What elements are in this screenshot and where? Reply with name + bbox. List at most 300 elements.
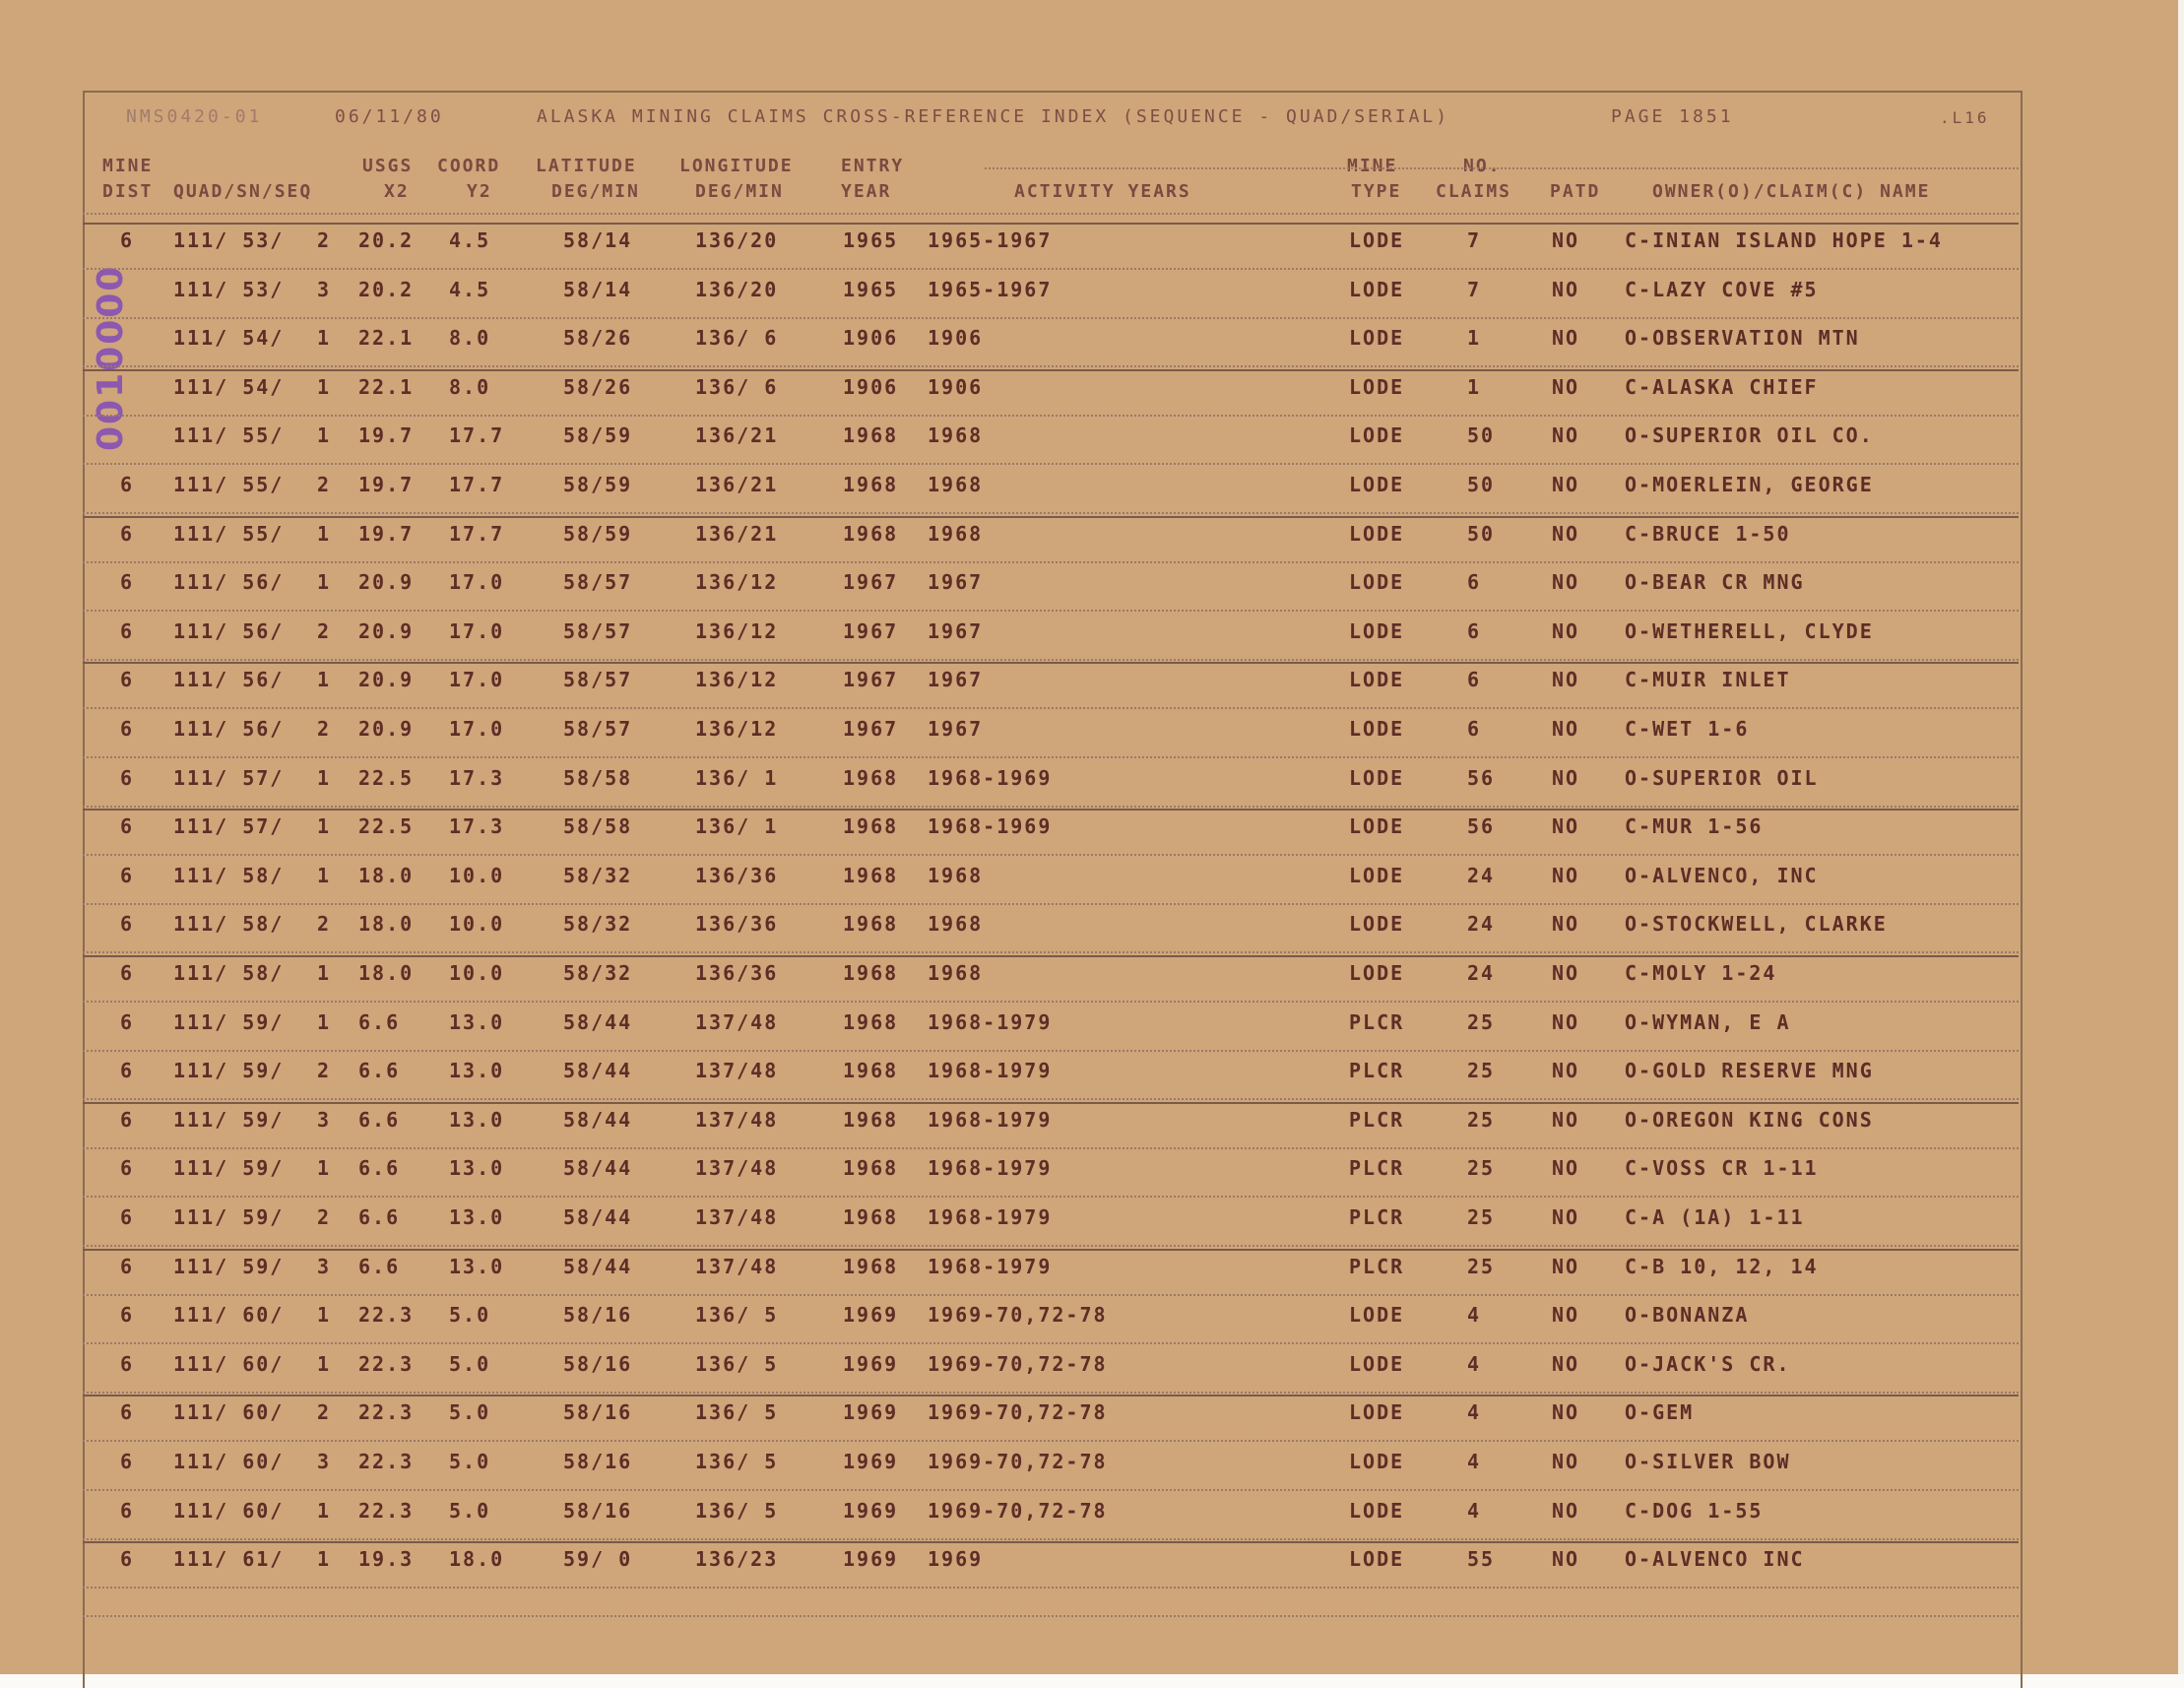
cell-latitude: 58/16: [563, 1351, 633, 1376]
cell-dist: 6: [120, 618, 135, 643]
cell-entry-year: 1968: [843, 814, 899, 839]
cell-claims: 56: [1467, 814, 1496, 839]
table-row: [0, 522, 2184, 561]
cell-owner: C-MUR 1-56: [1625, 814, 1764, 839]
cell-dist: 6: [120, 521, 135, 546]
cell-activity-years: 1965-1967: [928, 228, 1053, 252]
cell-claims: 24: [1467, 961, 1496, 985]
cell-longitude: 136/21: [695, 521, 779, 546]
cell-usgs-x: 22.5: [358, 814, 415, 839]
cell-claims: 25: [1467, 1205, 1496, 1229]
cell-claims: 1: [1467, 374, 1482, 399]
cell-latitude: 59/ 0: [563, 1547, 633, 1572]
cell-claims: 25: [1467, 1009, 1496, 1034]
cell-activity-years: 1968-1979: [928, 1009, 1053, 1034]
row-divider: [83, 1098, 2019, 1100]
cell-longitude: 136/ 5: [695, 1498, 779, 1523]
cell-longitude: 136/36: [695, 912, 779, 937]
cell-mine-type: LODE: [1349, 1400, 1405, 1425]
cell-claims: 4: [1467, 1498, 1482, 1523]
cell-owner: O-GEM: [1625, 1400, 1695, 1425]
cell-entry-year: 1968: [843, 912, 899, 937]
cell-latitude: 58/32: [563, 912, 633, 937]
row-divider: [83, 268, 2019, 270]
row-divider: [83, 1538, 2019, 1540]
microfiche-stamp: 0010000: [91, 264, 131, 451]
cell-patd: NO: [1552, 912, 1580, 937]
cell-patd: NO: [1552, 1498, 1580, 1523]
cell-coord-y: 17.0: [449, 668, 505, 692]
cell-activity-years: 1965-1967: [928, 277, 1053, 301]
cell-mine-type: PLCR: [1349, 1205, 1405, 1229]
cell-longitude: 136/ 1: [695, 765, 779, 790]
sheet-code: .L16: [1940, 108, 1990, 127]
row-divider: [83, 854, 2019, 856]
cell-longitude: 137/48: [695, 1254, 779, 1278]
cell-patd: NO: [1552, 473, 1580, 496]
cell-mine-type: PLCR: [1349, 1009, 1405, 1034]
row-divider: [83, 1294, 2019, 1296]
table-row: [0, 912, 2184, 951]
row-divider: [83, 512, 2019, 514]
cell-activity-years: 1967: [928, 618, 984, 643]
cell-quad: 111/ 59/: [173, 1009, 285, 1034]
cell-activity-years: 1969: [928, 1547, 984, 1572]
cell-patd: NO: [1552, 765, 1580, 790]
cell-claims: 6: [1467, 618, 1482, 643]
cell-claims: 24: [1467, 912, 1496, 937]
cell-claims: 25: [1467, 1107, 1496, 1132]
col-lon-2: DEG/MIN: [695, 181, 784, 202]
cell-claims: 6: [1467, 668, 1482, 692]
row-divider: [83, 1245, 2019, 1247]
cell-seq: 1: [317, 374, 332, 399]
cell-mine-type: LODE: [1349, 521, 1405, 546]
cell-coord-y: 4.5: [449, 228, 491, 252]
cell-seq: 1: [317, 1351, 332, 1376]
cell-seq: 1: [317, 961, 332, 985]
cell-mine-type: LODE: [1349, 1351, 1405, 1376]
cell-activity-years: 1906: [928, 326, 984, 351]
cell-latitude: 58/57: [563, 717, 633, 741]
cell-latitude: 58/44: [563, 1254, 633, 1278]
col-usgs-1: USGS: [362, 156, 414, 176]
cell-usgs-x: 22.3: [358, 1400, 415, 1425]
table-row: [0, 1255, 2184, 1294]
cell-entry-year: 1968: [843, 765, 899, 790]
cell-coord-y: 13.0: [449, 1059, 505, 1083]
cell-seq: 3: [317, 1254, 332, 1278]
cell-coord-y: 5.0: [449, 1498, 491, 1523]
row-divider: [83, 317, 2019, 319]
cell-entry-year: 1969: [843, 1547, 899, 1572]
cell-coord-y: 13.0: [449, 1009, 505, 1034]
row-divider: [83, 365, 2019, 367]
cell-quad: 111/ 60/: [173, 1351, 285, 1376]
cell-entry-year: 1968: [843, 1254, 899, 1278]
footer-dotted-rule: [83, 1615, 2019, 1617]
cell-seq: 1: [317, 521, 332, 546]
cell-patd: NO: [1552, 668, 1580, 692]
table-row: [0, 375, 2184, 415]
cell-coord-y: 17.0: [449, 570, 505, 595]
cell-patd: NO: [1552, 228, 1580, 252]
cell-activity-years: 1906: [928, 374, 984, 399]
cell-seq: 3: [317, 1450, 332, 1473]
cell-mine-type: LODE: [1349, 1547, 1405, 1572]
cell-patd: NO: [1552, 423, 1580, 448]
cell-latitude: 58/16: [563, 1450, 633, 1473]
cell-quad: 111/ 59/: [173, 1156, 285, 1181]
cell-quad: 111/ 54/: [173, 326, 285, 351]
cell-mine-type: LODE: [1349, 570, 1405, 595]
cell-owner: C-B 10, 12, 14: [1625, 1254, 1819, 1278]
cell-dist: 6: [120, 1351, 135, 1376]
cell-quad: 111/ 59/: [173, 1254, 285, 1278]
table-row: [0, 619, 2184, 659]
cell-entry-year: 1965: [843, 228, 899, 252]
cell-claims: 4: [1467, 1400, 1482, 1425]
cell-claims: 50: [1467, 521, 1496, 546]
cell-seq: 2: [317, 618, 332, 643]
cell-longitude: 137/48: [695, 1009, 779, 1034]
cell-usgs-x: 22.3: [358, 1450, 415, 1473]
cell-patd: NO: [1552, 521, 1580, 546]
cell-claims: 4: [1467, 1351, 1482, 1376]
cell-coord-y: 13.0: [449, 1156, 505, 1181]
cell-longitude: 136/12: [695, 668, 779, 692]
cell-entry-year: 1967: [843, 717, 899, 741]
cell-quad: 111/ 57/: [173, 814, 285, 839]
cell-entry-year: 1967: [843, 570, 899, 595]
cell-coord-y: 17.7: [449, 521, 505, 546]
row-divider: [83, 1147, 2019, 1149]
cell-patd: NO: [1552, 570, 1580, 595]
cell-longitude: 136/12: [695, 570, 779, 595]
cell-activity-years: 1967: [928, 668, 984, 692]
cell-seq: 1: [317, 423, 332, 448]
cell-claims: 55: [1467, 1547, 1496, 1572]
cell-entry-year: 1906: [843, 326, 899, 351]
table-row: [0, 1156, 2184, 1196]
cell-dist: 6: [120, 863, 135, 887]
col-coord-2: Y2: [467, 181, 492, 202]
cell-activity-years: 1969-70,72-78: [928, 1351, 1108, 1376]
cell-usgs-x: 20.2: [358, 228, 415, 252]
cell-mine-type: LODE: [1349, 1303, 1405, 1328]
row-rule: [83, 369, 2019, 371]
col-lat-2: DEG/MIN: [551, 181, 640, 202]
cell-owner: O-BONANZA: [1625, 1303, 1750, 1328]
cell-activity-years: 1968-1979: [928, 1205, 1053, 1229]
cell-coord-y: 8.0: [449, 326, 491, 351]
cell-usgs-x: 19.7: [358, 521, 415, 546]
cell-mine-type: LODE: [1349, 1450, 1405, 1473]
cell-mine-type: LODE: [1349, 618, 1405, 643]
cell-longitude: 136/ 5: [695, 1400, 779, 1425]
col-patd: PATD: [1550, 181, 1601, 202]
cell-entry-year: 1969: [843, 1303, 899, 1328]
cell-patd: NO: [1552, 1400, 1580, 1425]
cell-patd: NO: [1552, 814, 1580, 839]
cell-mine-type: LODE: [1349, 863, 1405, 887]
cell-entry-year: 1906: [843, 374, 899, 399]
col-mine-type-1: MINE: [1347, 156, 1398, 176]
row-divider: [83, 1196, 2019, 1198]
cell-activity-years: 1968-1969: [928, 765, 1053, 790]
table-row: [0, 717, 2184, 756]
cell-usgs-x: 6.6: [358, 1009, 401, 1034]
cell-latitude: 58/44: [563, 1205, 633, 1229]
cell-seq: 2: [317, 1059, 332, 1083]
cell-mine-type: PLCR: [1349, 1059, 1405, 1083]
col-lat-1: LATITUDE: [536, 156, 637, 176]
cell-coord-y: 17.0: [449, 717, 505, 741]
cell-quad: 111/ 55/: [173, 423, 285, 448]
cell-usgs-x: 18.0: [358, 961, 415, 985]
cell-usgs-x: 20.9: [358, 618, 415, 643]
cell-latitude: 58/59: [563, 423, 633, 448]
cell-usgs-x: 20.9: [358, 570, 415, 595]
cell-usgs-x: 19.7: [358, 473, 415, 496]
cell-latitude: 58/16: [563, 1498, 633, 1523]
cell-latitude: 58/44: [563, 1059, 633, 1083]
cell-patd: NO: [1552, 961, 1580, 985]
cell-longitude: 136/ 5: [695, 1303, 779, 1328]
cell-coord-y: 10.0: [449, 961, 505, 985]
cell-entry-year: 1968: [843, 1205, 899, 1229]
cell-patd: NO: [1552, 1547, 1580, 1572]
cell-dist: 6: [120, 1009, 135, 1034]
cell-owner: C-MOLY 1-24: [1625, 961, 1777, 985]
cell-quad: 111/ 56/: [173, 668, 285, 692]
cell-dist: 6: [120, 1059, 135, 1083]
cell-usgs-x: 20.2: [358, 277, 415, 301]
cell-claims: 6: [1467, 570, 1482, 595]
row-divider: [83, 1489, 2019, 1491]
table-row: [0, 1352, 2184, 1392]
cell-quad: 111/ 55/: [173, 521, 285, 546]
cell-latitude: 58/14: [563, 277, 633, 301]
report-title: ALASKA MINING CLAIMS CROSS-REFERENCE INDEX (SEQUENCE - QUAD/SERIAL): [537, 106, 1450, 127]
cell-seq: 2: [317, 1400, 332, 1425]
cell-usgs-x: 22.3: [358, 1351, 415, 1376]
col-entry-2: YEAR: [841, 181, 892, 202]
cell-coord-y: 10.0: [449, 863, 505, 887]
row-divider: [83, 903, 2019, 905]
cell-quad: 111/ 59/: [173, 1205, 285, 1229]
cell-quad: 111/ 57/: [173, 765, 285, 790]
row-divider: [83, 1440, 2019, 1442]
cell-longitude: 136/23: [695, 1547, 779, 1572]
cell-claims: 50: [1467, 423, 1496, 448]
header-dotted-rule: [985, 167, 2019, 169]
cell-entry-year: 1969: [843, 1498, 899, 1523]
cell-mine-type: LODE: [1349, 423, 1405, 448]
cell-patd: NO: [1552, 277, 1580, 301]
row-rule: [83, 955, 2019, 957]
cell-dist: 6: [120, 1156, 135, 1181]
cell-seq: 1: [317, 1547, 332, 1572]
cell-seq: 1: [317, 1156, 332, 1181]
cell-mine-type: LODE: [1349, 912, 1405, 937]
cell-entry-year: 1968: [843, 863, 899, 887]
cell-patd: NO: [1552, 717, 1580, 741]
cell-quad: 111/ 58/: [173, 863, 285, 887]
cell-mine-type: LODE: [1349, 961, 1405, 985]
cell-owner: C-DOG 1-55: [1625, 1498, 1764, 1523]
cell-quad: 111/ 59/: [173, 1059, 285, 1083]
cell-activity-years: 1969-70,72-78: [928, 1303, 1108, 1328]
cell-longitude: 136/ 6: [695, 374, 779, 399]
cell-entry-year: 1969: [843, 1351, 899, 1376]
cell-latitude: 58/32: [563, 863, 633, 887]
col-coord-1: COORD: [437, 156, 501, 176]
table-row: [0, 814, 2184, 854]
cell-seq: 2: [317, 717, 332, 741]
cell-entry-year: 1968: [843, 1107, 899, 1132]
cell-dist: 6: [120, 1547, 135, 1572]
cell-longitude: 136/ 5: [695, 1351, 779, 1376]
table-row: [0, 1010, 2184, 1050]
cell-mine-type: PLCR: [1349, 1254, 1405, 1278]
col-claims-1: NO.: [1463, 156, 1502, 176]
cell-usgs-x: 18.0: [358, 912, 415, 937]
cell-coord-y: 17.7: [449, 423, 505, 448]
cell-claims: 24: [1467, 863, 1496, 887]
row-divider: [83, 415, 2019, 417]
cell-entry-year: 1968: [843, 1059, 899, 1083]
cell-claims: 25: [1467, 1059, 1496, 1083]
col-owner: OWNER(O)/CLAIM(C) NAME: [1652, 181, 1931, 202]
cell-latitude: 58/58: [563, 765, 633, 790]
cell-coord-y: 17.7: [449, 473, 505, 496]
cell-latitude: 58/44: [563, 1107, 633, 1132]
cell-usgs-x: 18.0: [358, 863, 415, 887]
cell-activity-years: 1968: [928, 863, 984, 887]
cell-latitude: 58/32: [563, 961, 633, 985]
cell-owner: O-WYMAN, E A: [1625, 1009, 1791, 1034]
cell-owner: C-BRUCE 1-50: [1625, 521, 1791, 546]
cell-owner: O-STOCKWELL, CLARKE: [1625, 912, 1888, 937]
row-rule: [83, 516, 2019, 518]
cell-seq: 2: [317, 228, 332, 252]
cell-claims: 6: [1467, 717, 1482, 741]
cell-dist: 6: [120, 473, 135, 496]
cell-quad: 111/ 58/: [173, 961, 285, 985]
cell-latitude: 58/26: [563, 326, 633, 351]
cell-owner: C-INIAN ISLAND HOPE 1-4: [1625, 228, 1943, 252]
row-rule: [83, 1102, 2019, 1104]
cell-owner: O-SILVER BOW: [1625, 1450, 1791, 1473]
cell-patd: NO: [1552, 1156, 1580, 1181]
cell-owner: O-OBSERVATION MTN: [1625, 326, 1860, 351]
cell-latitude: 58/58: [563, 814, 633, 839]
cell-entry-year: 1968: [843, 521, 899, 546]
cell-patd: NO: [1552, 863, 1580, 887]
cell-usgs-x: 6.6: [358, 1205, 401, 1229]
cell-patd: NO: [1552, 326, 1580, 351]
cell-entry-year: 1965: [843, 277, 899, 301]
cell-owner: O-SUPERIOR OIL CO.: [1625, 423, 1874, 448]
cell-owner: O-GOLD RESERVE MNG: [1625, 1059, 1874, 1083]
col-mine-dist-2: DIST: [102, 181, 154, 202]
cell-activity-years: 1967: [928, 717, 984, 741]
cell-quad: 111/ 59/: [173, 1107, 285, 1132]
report-id: NMS0420-01: [126, 106, 263, 127]
cell-longitude: 136/21: [695, 473, 779, 496]
cell-entry-year: 1968: [843, 1009, 899, 1034]
col-activity: ACTIVITY YEARS: [1014, 181, 1191, 202]
cell-activity-years: 1968: [928, 961, 984, 985]
cell-owner: O-OREGON KING CONS: [1625, 1107, 1874, 1132]
cell-claims: 4: [1467, 1303, 1482, 1328]
cell-dist: 6: [120, 1400, 135, 1425]
table-row: [0, 473, 2184, 512]
col-claims-2: CLAIMS: [1436, 181, 1512, 202]
cell-usgs-x: 19.3: [358, 1547, 415, 1572]
cell-seq: 1: [317, 570, 332, 595]
cell-coord-y: 13.0: [449, 1107, 505, 1132]
cell-latitude: 58/57: [563, 618, 633, 643]
cell-mine-type: PLCR: [1349, 1156, 1405, 1181]
cell-usgs-x: 20.9: [358, 668, 415, 692]
cell-claims: 4: [1467, 1450, 1482, 1473]
cell-owner: C-ALASKA CHIEF: [1625, 374, 1819, 399]
cell-longitude: 136/36: [695, 961, 779, 985]
cell-quad: 111/ 53/: [173, 277, 285, 301]
cell-longitude: 136/12: [695, 717, 779, 741]
table-row: [0, 766, 2184, 806]
cell-mine-type: LODE: [1349, 1498, 1405, 1523]
cell-usgs-x: 6.6: [358, 1156, 401, 1181]
cell-dist: 6: [120, 1498, 135, 1523]
cell-entry-year: 1968: [843, 423, 899, 448]
cell-seq: 1: [317, 765, 332, 790]
table-row: [0, 570, 2184, 610]
cell-latitude: 58/57: [563, 570, 633, 595]
row-rule: [83, 1395, 2019, 1396]
cell-usgs-x: 22.3: [358, 1303, 415, 1328]
cell-claims: 50: [1467, 473, 1496, 496]
cell-quad: 111/ 56/: [173, 618, 285, 643]
cell-coord-y: 4.5: [449, 277, 491, 301]
cell-patd: NO: [1552, 1009, 1580, 1034]
cell-dist: 6: [120, 814, 135, 839]
row-rule: [83, 1541, 2019, 1543]
cell-entry-year: 1968: [843, 1156, 899, 1181]
cell-seq: 3: [317, 277, 332, 301]
col-mine-dist-1: MINE: [102, 156, 154, 176]
cell-patd: NO: [1552, 1450, 1580, 1473]
cell-quad: 111/ 53/: [173, 228, 285, 252]
col-entry-1: ENTRY: [841, 156, 905, 176]
cell-longitude: 136/ 1: [695, 814, 779, 839]
cell-owner: C-MUIR INLET: [1625, 668, 1791, 692]
cell-longitude: 136/12: [695, 618, 779, 643]
cell-claims: 56: [1467, 765, 1496, 790]
cell-claims: 25: [1467, 1254, 1496, 1278]
row-divider: [83, 1342, 2019, 1344]
cell-usgs-x: 6.6: [358, 1254, 401, 1278]
cell-coord-y: 5.0: [449, 1303, 491, 1328]
cell-mine-type: LODE: [1349, 717, 1405, 741]
row-rule: [83, 662, 2019, 664]
table-row: [0, 1450, 2184, 1489]
cell-claims: 7: [1467, 228, 1482, 252]
cell-dist: 6: [120, 961, 135, 985]
cell-patd: NO: [1552, 1254, 1580, 1278]
